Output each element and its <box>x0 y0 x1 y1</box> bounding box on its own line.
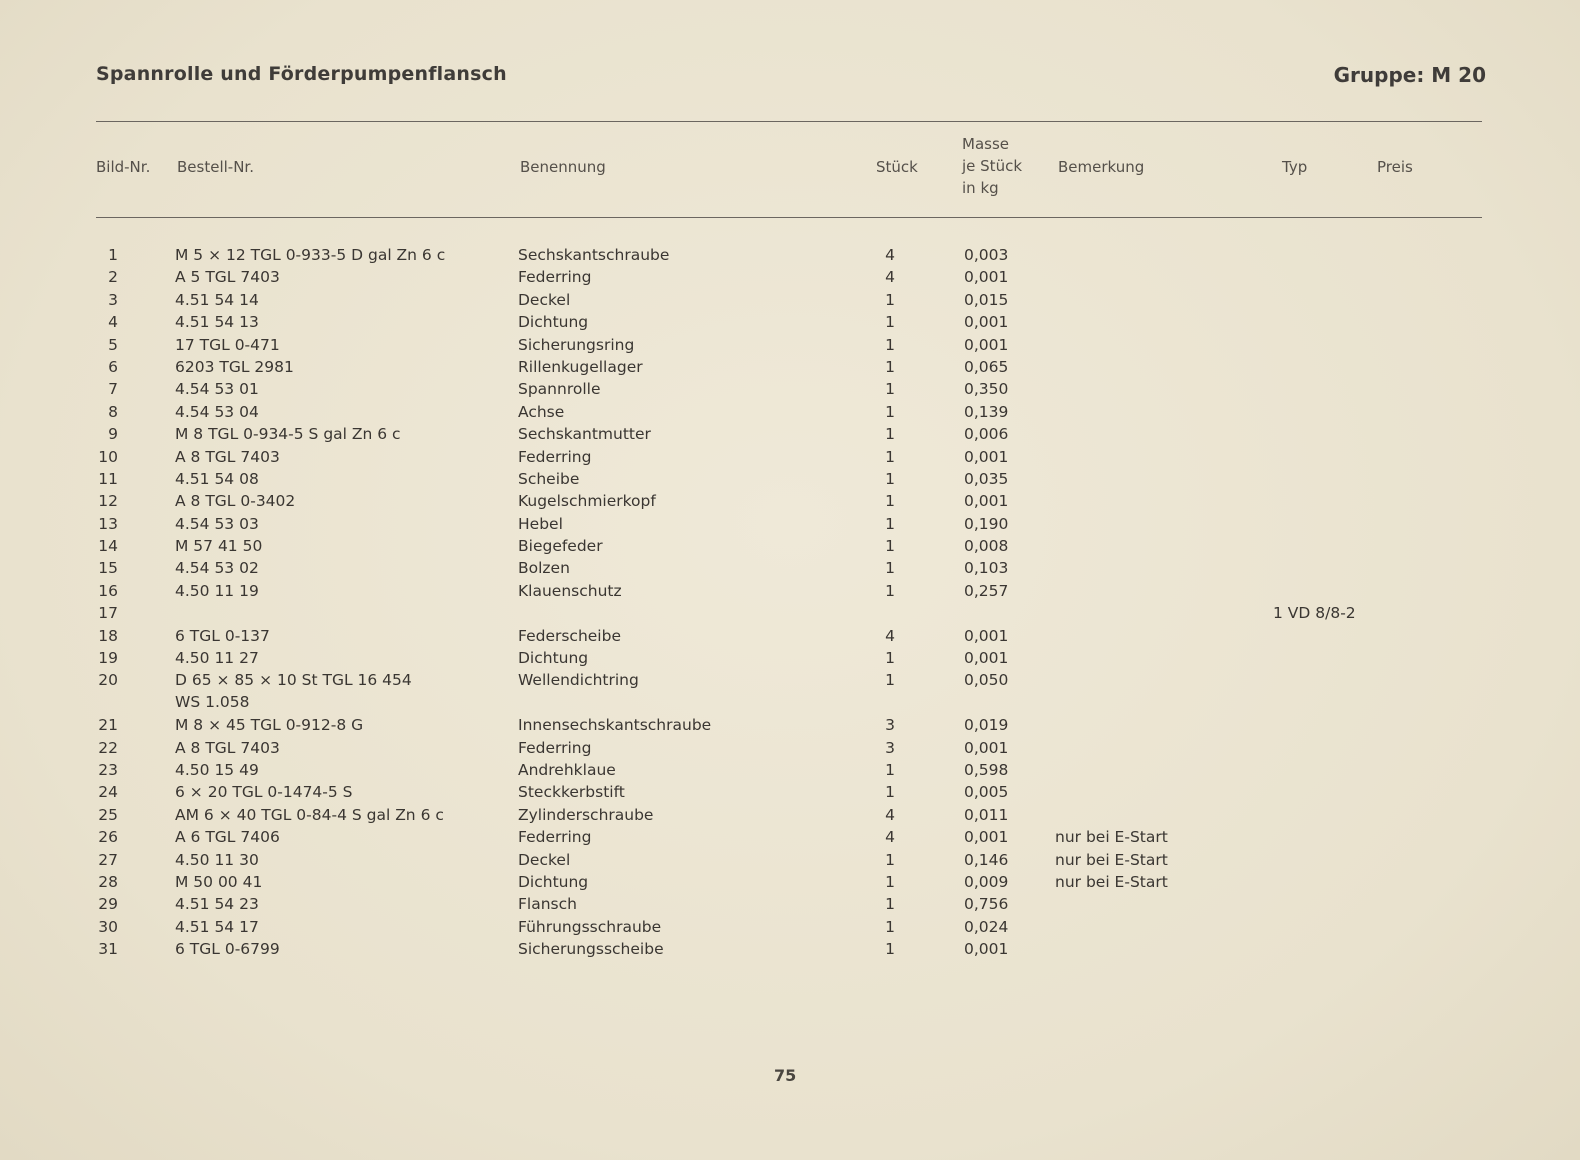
cell-benennung: Bolzen <box>518 559 570 578</box>
table-row <box>0 468 1580 490</box>
table-row <box>0 602 1580 624</box>
table-row <box>0 625 1580 647</box>
cell-stueck: 1 <box>885 313 895 332</box>
table-row <box>0 871 1580 893</box>
cell-stueck: 1 <box>885 357 895 376</box>
cell-benennung: Federring <box>518 268 592 287</box>
cell-masse: 0,035 <box>964 469 1009 488</box>
cell-bestell-nr: A 8 TGL 7403 <box>175 738 280 757</box>
column-header-benennung: Benennung <box>520 158 606 176</box>
cell-bild-nr: 1 <box>108 246 118 264</box>
column-header-masse-line2: je Stück <box>962 157 1023 175</box>
cell-masse: 0,001 <box>964 828 1009 847</box>
cell-stueck: 1 <box>885 469 895 488</box>
parts-table-body <box>0 244 1580 961</box>
table-row <box>0 266 1580 288</box>
table-row <box>0 356 1580 378</box>
cell-bild-nr: 3 <box>108 290 118 309</box>
cell-stueck: 1 <box>885 402 895 421</box>
cell-bild-nr: 30 <box>98 917 118 936</box>
cell-benennung: Spannrolle <box>518 380 601 399</box>
cell-masse: 0,015 <box>964 290 1009 309</box>
cell-masse: 0,103 <box>964 559 1009 578</box>
cell-bild-nr: 16 <box>98 581 118 600</box>
cell-masse: 0,001 <box>964 313 1009 332</box>
table-row <box>0 714 1580 736</box>
cell-stueck: 1 <box>885 335 895 354</box>
cell-bild-nr: 18 <box>98 626 118 645</box>
cell-stueck: 1 <box>885 649 895 668</box>
column-header-bemerkung: Bemerkung <box>1058 158 1145 176</box>
cell-bestell-nr: M 57 41 50 <box>175 537 263 556</box>
cell-stueck: 1 <box>885 290 895 309</box>
cell-bestell-nr: 4.51 54 13 <box>175 313 259 332</box>
cell-benennung: Federring <box>518 738 592 757</box>
cell-benennung: Steckkerbstift <box>518 783 625 802</box>
page-title: Spannrolle und Förderpumpenflansch <box>96 63 507 85</box>
cell-masse: 0,146 <box>964 850 1009 869</box>
cell-bestell-nr: 4.50 11 30 <box>175 850 259 869</box>
cell-stueck: 1 <box>885 514 895 533</box>
cell-benennung: Kugelschmierkopf <box>518 492 656 511</box>
cell-bestell-nr: 4.54 53 02 <box>175 559 259 578</box>
cell-masse: 0,001 <box>964 447 1009 466</box>
table-row <box>0 513 1580 535</box>
cell-bild-nr: 7 <box>108 380 118 399</box>
header-bottom-rule <box>96 217 1482 218</box>
cell-bild-nr: 19 <box>98 649 118 668</box>
cell-bild-nr: 26 <box>98 828 118 847</box>
cell-benennung: Sechskantmutter <box>518 425 651 444</box>
cell-benennung: Andrehklaue <box>518 761 616 779</box>
cell-masse: 0,756 <box>964 895 1009 914</box>
column-header-masse-line1: Masse <box>962 135 1009 153</box>
cell-benennung: Dichtung <box>518 872 589 891</box>
cell-stueck: 3 <box>885 738 895 757</box>
cell-bestell-nr: 4.50 11 19 <box>175 581 259 600</box>
cell-masse: 0,008 <box>964 537 1009 556</box>
cell-bild-nr: 8 <box>108 402 118 421</box>
table-row <box>0 916 1580 938</box>
cell-bild-nr: 10 <box>98 447 118 466</box>
cell-masse: 0,065 <box>964 357 1009 376</box>
cell-bild-nr: 24 <box>98 783 118 802</box>
cell-benennung: Hebel <box>518 514 563 533</box>
cell-benennung: Federscheibe <box>518 626 621 645</box>
cell-bestell-nr: A 8 TGL 0-3402 <box>175 492 296 511</box>
cell-bestell-nr: A 5 TGL 7403 <box>175 268 280 287</box>
cell-stueck: 1 <box>885 895 895 914</box>
cell-masse: 0,001 <box>964 492 1009 511</box>
header-top-rule <box>96 121 1482 122</box>
table-row <box>0 401 1580 423</box>
table-row <box>0 737 1580 759</box>
cell-bild-nr: 11 <box>98 469 118 488</box>
cell-masse: 0,257 <box>964 581 1009 600</box>
cell-bild-nr: 27 <box>98 850 118 869</box>
cell-masse: 0,009 <box>964 872 1009 891</box>
table-row <box>0 647 1580 669</box>
cell-bestell-nr: 4.50 11 27 <box>175 649 259 668</box>
cell-bild-nr: 17 <box>98 604 118 623</box>
cell-stueck: 1 <box>885 940 895 959</box>
table-row <box>0 490 1580 512</box>
cell-bild-nr: 13 <box>98 514 118 533</box>
cell-bild-nr: 12 <box>98 492 118 511</box>
cell-bestell-nr: 6203 TGL 2981 <box>175 357 294 376</box>
cell-masse: 0,050 <box>964 671 1009 690</box>
cell-bemerkung: nur bei E-Start <box>1055 872 1168 891</box>
cell-typ: 1 VD 8/8-2 <box>1273 604 1356 623</box>
cell-stueck: 1 <box>885 850 895 869</box>
cell-benennung: Sicherungsscheibe <box>518 940 664 959</box>
cell-masse: 0,005 <box>964 783 1009 802</box>
cell-benennung: Innensechskantschraube <box>518 716 712 735</box>
cell-bestell-nr: M 8 × 45 TGL 0-912-8 G <box>175 716 364 735</box>
table-row <box>0 826 1580 848</box>
cell-masse: 0,001 <box>964 626 1009 645</box>
cell-stueck: 1 <box>885 447 895 466</box>
cell-bild-nr: 6 <box>108 357 118 376</box>
cell-masse: 0,001 <box>964 335 1009 354</box>
cell-bemerkung: nur bei E-Start <box>1055 850 1168 869</box>
cell-stueck: 4 <box>885 626 895 645</box>
column-header-bestell: Bestell-Nr. <box>177 158 254 176</box>
group-label: Gruppe: M 20 <box>1333 63 1486 87</box>
cell-bild-nr: 28 <box>98 872 118 891</box>
cell-stueck: 4 <box>885 246 895 264</box>
cell-masse: 0,139 <box>964 402 1009 421</box>
cell-benennung: Sechskantschraube <box>518 246 670 264</box>
cell-bestell-nr: 4.54 53 03 <box>175 514 259 533</box>
cell-bestell-nr: 4.50 15 49 <box>175 761 259 779</box>
cell-bild-nr: 25 <box>98 805 118 824</box>
cell-bestell-nr-line2: WS 1.058 <box>175 693 250 712</box>
table-row <box>0 378 1580 400</box>
table-row <box>0 311 1580 333</box>
cell-bestell-nr: 6 × 20 TGL 0-1474-5 S <box>175 783 353 802</box>
cell-stueck: 1 <box>885 492 895 511</box>
column-header-preis: Preis <box>1377 158 1413 176</box>
cell-benennung: Biegefeder <box>518 537 603 556</box>
cell-bestell-nr: M 5 × 12 TGL 0-933-5 D gal Zn 6 c <box>175 246 446 264</box>
table-row <box>0 849 1580 871</box>
cell-bestell-nr: 4.51 54 14 <box>175 290 259 309</box>
cell-bestell-nr: 4.51 54 23 <box>175 895 259 914</box>
cell-stueck: 1 <box>885 425 895 444</box>
cell-bestell-nr-line1: D 65 × 85 × 10 St TGL 16 454 <box>175 671 412 690</box>
cell-benennung: Zylinderschraube <box>518 805 654 824</box>
table-row <box>0 289 1580 311</box>
cell-stueck: 4 <box>885 828 895 847</box>
column-header-stueck: Stück <box>876 158 918 176</box>
table-row <box>0 446 1580 468</box>
cell-bild-nr: 15 <box>98 559 118 578</box>
table-row <box>0 535 1580 557</box>
cell-benennung: Klauenschutz <box>518 581 622 600</box>
cell-bestell-nr: M 8 TGL 0-934-5 S gal Zn 6 c <box>175 425 401 444</box>
cell-stueck: 1 <box>885 783 895 802</box>
cell-masse: 0,598 <box>964 761 1009 779</box>
cell-stueck: 1 <box>885 380 895 399</box>
table-row <box>0 334 1580 356</box>
cell-bestell-nr: M 50 00 41 <box>175 872 263 891</box>
table-row <box>0 244 1580 266</box>
cell-bestell-nr: 4.54 53 01 <box>175 380 259 399</box>
cell-stueck: 1 <box>885 917 895 936</box>
cell-stueck: 1 <box>885 761 895 779</box>
cell-bild-nr: 5 <box>108 335 118 354</box>
cell-stueck: 4 <box>885 268 895 287</box>
cell-stueck: 1 <box>885 872 895 891</box>
cell-bestell-nr: A 8 TGL 7403 <box>175 447 280 466</box>
cell-benennung: Flansch <box>518 895 577 914</box>
cell-bestell-nr: A 6 TGL 7406 <box>175 828 280 847</box>
cell-masse: 0,006 <box>964 425 1009 444</box>
column-header-bild: Bild-Nr. <box>96 158 151 176</box>
cell-bestell-nr: 4.51 54 08 <box>175 469 259 488</box>
cell-bild-nr: 2 <box>108 268 118 287</box>
cell-bestell-nr: 4.51 54 17 <box>175 917 259 936</box>
cell-bild-nr: 20 <box>98 671 118 690</box>
cell-bestell-nr <box>175 669 412 713</box>
cell-bild-nr: 22 <box>98 738 118 757</box>
table-row <box>0 938 1580 960</box>
cell-masse: 0,003 <box>964 246 1009 264</box>
table-row <box>0 423 1580 445</box>
table-row <box>0 804 1580 826</box>
cell-masse: 0,001 <box>964 738 1009 757</box>
cell-masse: 0,019 <box>964 716 1009 735</box>
cell-stueck: 1 <box>885 559 895 578</box>
page-number: 75 <box>774 1066 797 1085</box>
table-row <box>0 759 1580 781</box>
cell-bestell-nr: 17 TGL 0-471 <box>175 335 280 354</box>
cell-benennung: Scheibe <box>518 469 580 488</box>
cell-masse: 0,350 <box>964 380 1009 399</box>
cell-bild-nr: 23 <box>98 761 118 779</box>
cell-masse: 0,024 <box>964 917 1009 936</box>
cell-benennung: Achse <box>518 402 565 421</box>
cell-bild-nr: 31 <box>98 940 118 959</box>
cell-benennung: Deckel <box>518 290 571 309</box>
cell-stueck: 4 <box>885 805 895 824</box>
table-row <box>0 580 1580 602</box>
cell-masse: 0,001 <box>964 649 1009 668</box>
cell-bild-nr: 4 <box>108 313 118 332</box>
table-row <box>0 557 1580 579</box>
cell-benennung: Federring <box>518 447 592 466</box>
cell-stueck: 3 <box>885 716 895 735</box>
cell-stueck: 1 <box>885 537 895 556</box>
cell-benennung: Wellendichtring <box>518 671 639 690</box>
cell-bestell-nr: 6 TGL 0-6799 <box>175 940 280 959</box>
cell-bild-nr: 29 <box>98 895 118 914</box>
cell-benennung: Führungsschraube <box>518 917 662 936</box>
column-header-masse <box>962 133 1022 199</box>
cell-bild-nr: 21 <box>98 716 118 735</box>
table-row <box>0 893 1580 915</box>
cell-benennung: Dichtung <box>518 649 589 668</box>
cell-masse: 0,001 <box>964 268 1009 287</box>
cell-benennung: Deckel <box>518 850 571 869</box>
cell-bild-nr: 14 <box>98 537 118 556</box>
table-row <box>0 669 1580 714</box>
column-header-masse-line3: in kg <box>962 179 999 197</box>
cell-bemerkung: nur bei E-Start <box>1055 828 1168 847</box>
cell-bild-nr: 9 <box>108 425 118 444</box>
cell-masse: 0,011 <box>964 805 1009 824</box>
cell-masse: 0,190 <box>964 514 1009 533</box>
cell-stueck: 1 <box>885 581 895 600</box>
cell-bestell-nr: AM 6 × 40 TGL 0-84-4 S gal Zn 6 c <box>175 805 444 824</box>
table-row <box>0 781 1580 803</box>
cell-stueck: 1 <box>885 671 895 690</box>
cell-benennung: Dichtung <box>518 313 589 332</box>
cell-bestell-nr: 6 TGL 0-137 <box>175 626 270 645</box>
cell-benennung: Federring <box>518 828 592 847</box>
cell-benennung: Rillenkugellager <box>518 357 643 376</box>
column-header-typ: Typ <box>1282 158 1308 176</box>
cell-benennung: Sicherungsring <box>518 335 635 354</box>
cell-bestell-nr: 4.54 53 04 <box>175 402 259 421</box>
cell-masse: 0,001 <box>964 940 1009 959</box>
